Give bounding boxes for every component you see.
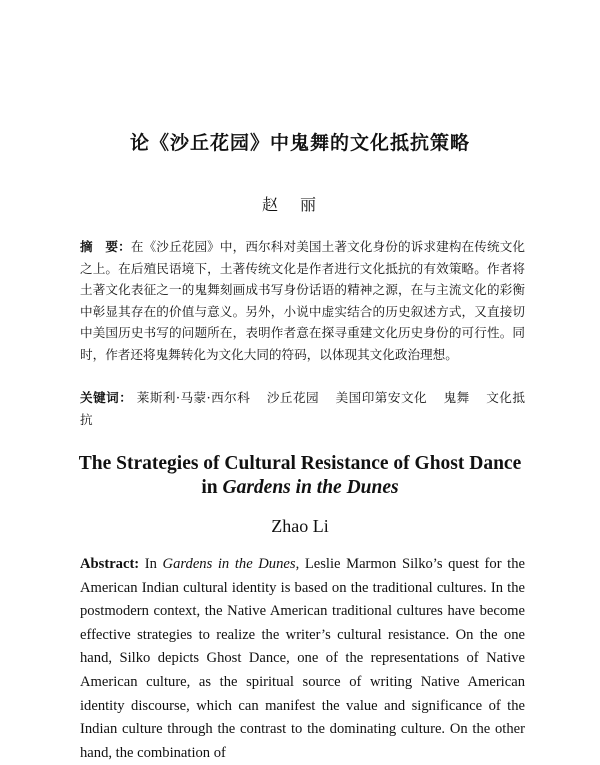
chinese-keywords [80, 387, 525, 430]
chinese-author: 赵丽 [261, 195, 338, 214]
chinese-keywords-label: 关键词： [80, 390, 133, 405]
english-abstract-label: Abstract: [80, 556, 140, 572]
english-abstract-text: , Leslie Marmon Silko’s quest for the American Indian cultural identity is based on the traditional cultures. In the postmodern context, the Native American traditional cultures have become effective strategies to realize the writer’s cultural resistance. On the one hand, Silko depicts Ghost Dance, one of the representations of Native American culture, as the spiritual source of writing Native American identity discourse, which can manifest the value and significance of the Indian culture through the contrast to the dominating culture. On the other hand, the combination of [80, 556, 525, 761]
english-title [0, 452, 600, 500]
english-title-in: in [201, 477, 223, 498]
keyword: 鬼舞 [443, 390, 470, 405]
keyword: 美国印第安文化 [335, 390, 428, 405]
chinese-abstract-text: 在《沙丘花园》中，西尔科对美国土著文化身份的诉求建构在传统文化之上。在后殖民语境下，土著传统文化是作者进行文化抵抗的有效策略。作者将土著文化表征之一的鬼舞刻画成书写身份话语的精神之源，在与主流文化的彩衡中彰显其存在的价值与意义。另外，小说中虚实结合的历史叙述方式，又直接切中美国历史书写的问题所在，表明作者意在探寻重建文化历史身份的可行性。同时，作者还将鬼舞转化为文化大同的符码，以体现其文化政治理想。 [80, 239, 526, 362]
chinese-title: 论《沙丘花园》中鬼舞的文化抵抗策略 [129, 132, 470, 154]
keyword: 文化抵抗 [80, 390, 525, 427]
english-title-line1: The Strategies of Cultural Resistance of Ghost Dance [78, 453, 522, 474]
keyword: 沙丘花园 [266, 390, 320, 405]
english-title-italic: Gardens in the Dunes [222, 477, 399, 498]
keyword: 莱斯利·马蒙·西尔科 [136, 390, 251, 405]
chinese-abstract [80, 236, 525, 365]
english-author: Zhao Li [271, 516, 329, 536]
english-abstract-in: In [139, 556, 163, 572]
chinese-abstract-label: 摘 要： [80, 239, 131, 254]
english-abstract [80, 553, 525, 765]
english-abstract-italic: Gardens in the Dunes [162, 556, 296, 572]
